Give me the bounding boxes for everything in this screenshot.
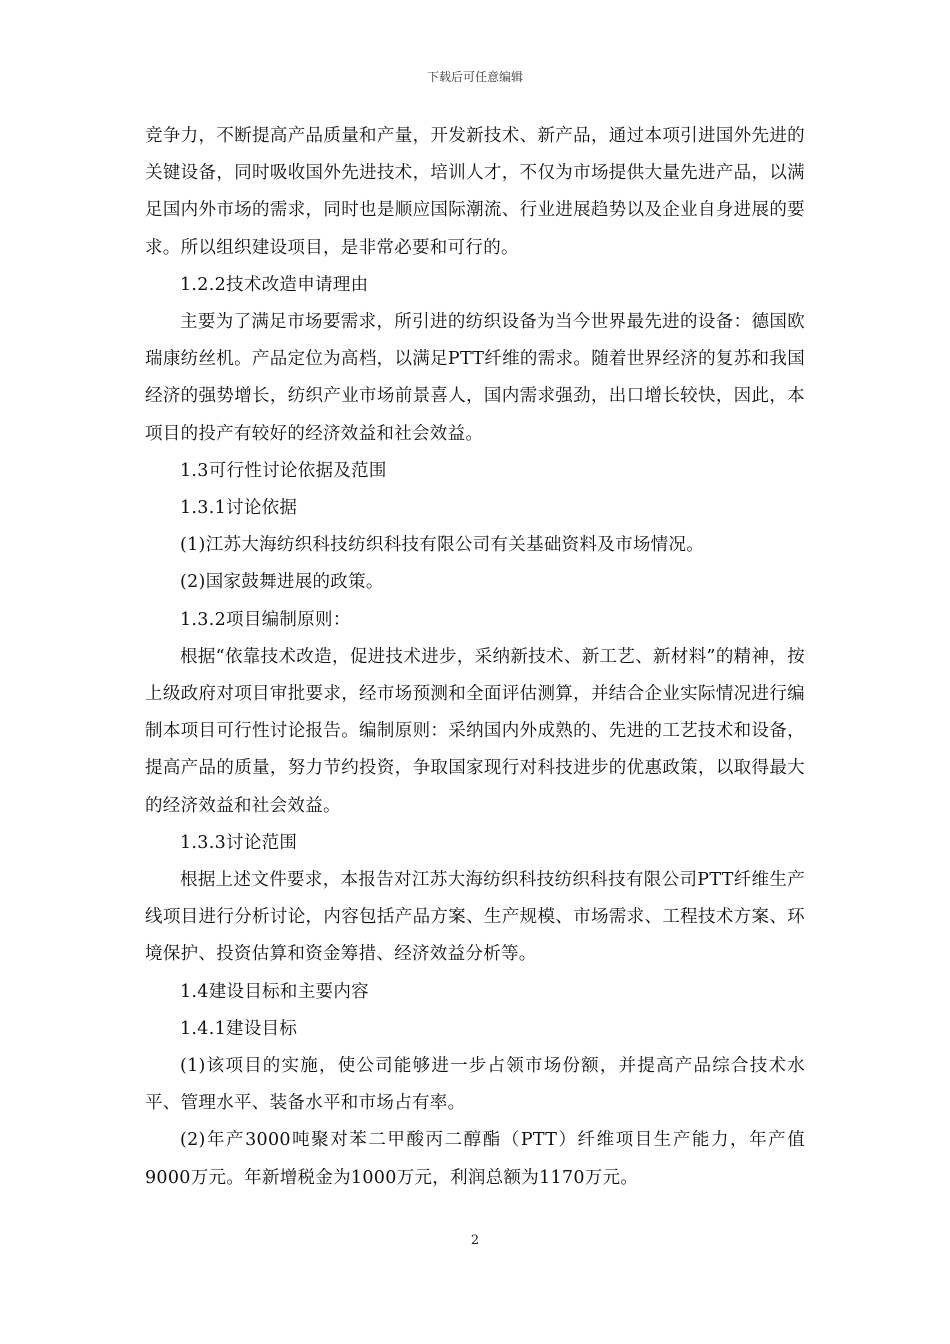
list-item: (1)该项目的实施，使公司能够进一步占领市场份额，并提高产品综合技术水平、管理水平、装备水平和市场占有率。 bbox=[145, 1056, 805, 1114]
section-heading: 1.3.3讨论范围 bbox=[180, 832, 298, 853]
paragraph: 根据上述文件要求，本报告对江苏大海纺织科技纺织科技有限公司PTT纤维生产线项目进行分析讨论，内容包括产品方案、生产规模、市场需求、工程技术方案、环境保护、投资估算和资金筹措、经济效益分析等。 bbox=[145, 870, 805, 965]
section-heading: 1.4建设目标和主要内容 bbox=[180, 981, 369, 1002]
section-heading: 1.3.2项目编制原则： bbox=[180, 609, 351, 630]
section-heading: 1.3可行性讨论依据及范围 bbox=[180, 460, 387, 481]
page-header: 下载后可任意编辑 bbox=[426, 70, 523, 84]
document-body bbox=[145, 118, 805, 1197]
paragraph: 根据“依靠技术改造，促进技术进步，采纳新技术、新工艺、新材料”的精神，按上级政府对项目审批要求，经市场预测和全面评估测算，并结合企业实际情况进行编制本项目可行性讨论报告。编制原则：采纳国内外成熟的、先进的工艺技术和设备，提高产品的质量，努力节约投资，争取国家现行对科技进步的优惠政策，以取得最大的经济效益和社会效益。 bbox=[145, 646, 805, 816]
list-item: (1)江苏大海纺织科技纺织科技有限公司有关基础资料及市场情况。 bbox=[180, 535, 705, 556]
list-item: (2)国家鼓舞进展的政策。 bbox=[180, 572, 384, 593]
paragraph: 竞争力，不断提高产品质量和产量，开发新技术、新产品，通过本项引进国外先进的关键设备，同时吸收国外先进技术，培训人才，不仅为市场提供大量先进产品，以满足国内外市场的需求，同时也是顺应国际潮流、行业进展趋势以及企业自身进展的要求。所以组织建设项目，是非常必要和可行的。 bbox=[145, 126, 805, 258]
paragraph: 主要为了满足市场要需求，所引进的纺织设备为当今世界最先进的设备：德国欧瑞康纺丝机。产品定位为高档，以满足PTT纤维的需求。随着世界经济的复苏和我国经济的强势增长，纺织产业市场前景喜人，国内需求强劲，出口增长较快，因此，本项目的投产有较好的经济效益和社会效益。 bbox=[145, 312, 805, 444]
page-number: 2 bbox=[470, 1233, 480, 1248]
section-heading: 1.2.2技术改造申请理由 bbox=[180, 274, 369, 295]
section-heading: 1.3.1讨论依据 bbox=[180, 498, 298, 519]
section-heading: 1.4.1建设目标 bbox=[180, 1018, 298, 1039]
list-item: (2)年产3000吨聚对苯二甲酸丙二醇酯（PTT）纤维项目生产能力，年产值9000万元。年新增税金为1000万元，利润总额为1170万元。 bbox=[145, 1130, 805, 1188]
